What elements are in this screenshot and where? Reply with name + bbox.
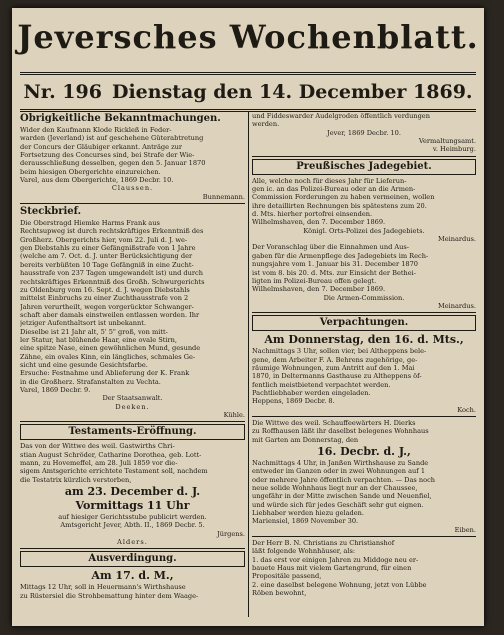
text-line: Der Voranschlag über die Einnahmen und Aus- [252,243,410,252]
prussian-body [252,177,476,227]
text-line: in die Großherz. Strafanstalten zu Vechta. [20,377,161,386]
text-line: Heppens, 1869 Decbr. 8. [252,397,335,406]
section-rule [252,416,476,417]
warrant-signature-2: Deeken. [115,402,150,411]
text-line: Dieselbe ist 21 Jahr alt, 5' 5" groß, von mitt- [20,327,168,336]
text-line: räumige Wohnungen, zum Antritt auf den 1. Mai [252,363,415,372]
section-rule [252,536,476,537]
testament-time: Vormittags 11 Uhr [75,499,190,513]
text-line: gen Diebstahls zu einer Gefängnißstrafe von 1 Jahre [20,244,196,253]
text-line: Die Wittwe des weil. Schauffeewärters H. Dierks [252,418,416,427]
text-line: gene, dem Arbeiter F. A. Behrens zugehörige, ge- [252,355,418,364]
text-line: Varel, 1869 Decbr. 9. [20,385,91,394]
official-notices-signature: Claussen. [111,184,154,193]
text-line: ist vom 8. bis 20. d. Mts. zur Einsicht der Bethei- [252,268,417,277]
text-line: Mittags 12 Uhr, soll in Heuermann's Wirthshause [20,583,186,592]
text-line: Der Herr B. N. Christians zu Christianshof [252,539,395,548]
issue-number: Nr. 196 [23,81,102,103]
warrant-heading: Steckbrief. [20,206,82,218]
text-line: bauete Haus mit vielem Gartengrund, für einen [252,564,412,573]
text-line: Amtsgericht Jever, Abth. II., 1869 Decbr. 5. [60,521,205,530]
section-rule [20,548,245,549]
section-rule [252,156,476,157]
widow-lease-body-2 [252,459,476,526]
text-line: auf hiesiger Gerichtsstube publicirt werden. [58,513,207,522]
warrant-signature-3: Kühle. [223,411,245,419]
text-line: Pachtliebhaber werden eingeladen. [252,388,371,397]
text-line: die Testatrix kürzlich verstorben, [20,475,132,484]
tender-heading: Ausverdingung. [88,553,177,565]
widow-lease-signature: Eiben. [454,525,476,534]
text-line: 1. das erst vor einigen Jahren zu Middoge neu er- [252,555,419,564]
text-line: ler Statur, hat blühende Haar, eine ovale Stirn, [20,335,177,344]
text-line: und würde sich für jedes Geschäft sehr gut eignen. [252,500,424,509]
prussian-box [252,159,476,175]
text-line: Commission Forderungen zu haben vermeinen, wollen [252,193,435,202]
text-line: oder mehrere Jahre öffentlich verpachten. — Das noch [252,475,436,484]
text-line: 1870, in Deltermanns Gasthause zu Altheppens öf- [252,372,422,381]
testament-box [20,424,245,440]
text-line: Mariensiel, 1869 November 30. [252,517,359,526]
testament-signature-2: Alders. [117,538,148,547]
text-line: Liebhaber werden hiezu geladen. [252,509,365,518]
official-notices-heading: Obrigkeitliche Bekanntmachungen. [20,113,221,124]
tender-date: Am 17. d. M., [91,569,174,583]
text-line: nungsjahre vom 1. Januar bis 31. December 1870 [252,260,418,269]
text-line: Nachmittags 3 Uhr, sollen vier, bei Altheppens bele- [252,347,427,356]
text-line: Jahren verurtheilt, wegen vorgerückter Schwanger- [20,302,194,311]
tender-box [20,551,245,567]
text-line: zu Rüstersiel die Strohbemattung hinter dem Waage- [20,591,199,600]
text-line: fentlich meistbietend verpachtet werden. [252,380,391,389]
text-line: Wider den Kaufmann Klode Rickleß in Feder- [20,126,172,134]
text-line: derausschließung desselben, gegen den 5. Januar 1870 [20,159,206,168]
text-line: Fortsetzung des Concurses sind, bei Strafe der Wie- [20,151,195,160]
text-line: mann, zu Hovemeffel, am 28. Juli 1859 vor die- [20,459,178,468]
column-divider [248,112,249,617]
text-line: ungefähr in der Mitte zwischen Sande und Neuenfiel, [252,492,432,501]
text-line: und Fiddeswarder Audelgroden öffentlich verdungen [252,112,430,120]
text-line: Ersuche: Festnahme und Ablieferung der K. Frank [20,369,190,378]
text-line: Wilhelmshaven, den 7. December 1869. [252,285,386,294]
warrant-body [20,219,245,394]
text-line: entweder im Ganzen oder in zwei Wohnungen auf 1 [252,467,426,476]
text-line: Varel, aus dem Obergerichte, 1869 Decbr. 10. [20,176,174,185]
continued-body [252,112,476,129]
testament-date: am 23. December d. J. [64,485,201,499]
official-notices-body [20,126,245,184]
text-line: Rechtsupweg ist durch rechtskräftiges Erkenntniß des [20,227,204,236]
widow-lease-date: 16. Decbr. d. J., [317,445,411,458]
text-line: Die Oberstragd Hiemke Harms Frank aus [20,219,160,228]
warrant-signature: Der Staatsanwalt. [102,394,163,403]
issue-date: Dienstag den 14. December 1869. [111,81,473,103]
text-line: neue solide Wohnhaus liegt nur an der Chaussee, [252,484,418,493]
text-line: ihre detaillirten Rechnungen bis spätestens zum 20. [252,201,427,210]
text-line: Großherz. Obergerichts hier, vom 22. Juli d. J. we- [20,235,188,244]
leases-date: Am Donnerstag, den 16. d. Mts., [264,333,464,347]
testament-heading: Testaments-Eröffnung. [68,426,197,438]
text-line: mittelst Einbruchs zu einer Zuchthausstrafe von 2 [20,294,189,303]
left-column [20,112,245,600]
text-line: Nachmittags 4 Uhr, in Janßen Wirthshause zu Sande [252,459,429,467]
text-line: stian August Schröder, Catharine Dorothea, geb. Lott- [20,450,202,459]
text-line: Alle, welche noch für dieses Jahr für Lieferun- [252,176,407,185]
budget-signature: Die Armen-Commission. [323,293,405,302]
text-line: (welche am 7. Oct. d. J. unter Berücksichtigung der [20,252,193,261]
text-line: rechtskräftiges Erkenntniß des Großh. Schwurgerichts [20,277,205,286]
text-line: bereits verbüßten 10 Tage Gefängniß in eine Zucht- [20,260,194,269]
text-line: ligten im Polizei-Bureau offen gelegt. [252,276,377,285]
text-line: gaben für die Armenpflege des Jadegebiets im Rech- [252,251,429,260]
section-rule [20,421,245,422]
continued-signature: Vermaltungsamt. [418,137,476,146]
continued-signature-2: v. Heimburg. [432,145,476,154]
right-column [252,112,476,598]
text-line: d. Mts. hierher portofrei einsenden. [252,210,373,219]
text-line: werden. [252,120,280,129]
houses-body [252,539,476,597]
budget-body [252,243,476,293]
text-line: mit Garten am Donnerstag, den [252,435,359,444]
testament-body-2 [20,513,245,530]
leases-heading: Verpachtungen. [319,317,409,329]
prussian-signature-2: Meinardus. [437,235,476,244]
section-rule [20,203,245,204]
continued-date: Jever, 1869 Decbr. 10. [327,128,401,137]
widow-lease-body [252,419,476,444]
text-line: der Concurs der Gläubiger erkannt. Anträge zur [20,142,182,151]
testament-signature: Jürgens. [217,529,245,538]
leases-body [252,347,476,405]
text-line: jetziger Aufenthaltsort ist unbekannt. [20,319,147,328]
prussian-heading: Preußisches Jadegebiet. [296,160,432,172]
text-line: 2. eine daselbst belegene Wohnung, jetzt von Lübbe [252,580,427,589]
text-line: gen ic. an das Polizei-Bureau oder an die Armen- [252,185,416,194]
text-line: Zähne, ein ovales Kinn, ein längliches, schmales Ge- [20,352,196,361]
text-line: sicht und eine gesunde Gesichtsfarbe. [20,360,148,369]
text-line: Wilhelmshaven, den 7. December 1869. [252,218,386,227]
text-line: sigem Amtsgerichte errichtete Testament soll, nachdem [20,467,208,476]
newspaper-page [12,8,484,626]
text-line: zu Oldenburg vom 16. Sept. d. J. wegen Diebstahls [20,285,190,294]
leases-signature: Koch. [457,405,476,414]
tender-body [20,583,245,600]
text-line: Röben bewohnt, [252,589,307,598]
text-line: warden (Jeverland) ist auf geschehene Güterabtretung [20,134,204,143]
text-line: läßt folgende Wohnhäuser, als: [252,547,356,556]
text-line: schaft aber damals einstweilen entlassen worden. Ihr [20,310,200,319]
text-line: zu Roffhausen läßt ihr daselbst belegenes Wohnhaus [252,427,429,436]
text-line: beim hiesigen Obergerichte einzureichen. [20,167,161,176]
section-rule [252,312,476,313]
text-line: hausstrafe von 237 Tagen umgewandelt ist) und durch [20,269,203,278]
prussian-signature: Königl. Orts-Polizei des Jadegebiets. [303,226,425,235]
testament-body [20,442,245,484]
text-line: Propositäle passend, [252,572,322,581]
official-notices-signature-2: Bunnemann. [202,192,245,201]
text-line: Das von der Wittwe des weil. Gastwirths Chri- [20,442,175,451]
leases-box [252,315,476,331]
masthead-title: Jeversches Wochenblatt. [17,18,479,56]
budget-signature-2: Meinardus. [437,301,476,310]
issue-line [20,72,476,112]
text-line: eine spitze Nase, einen gewöhnlichen Mund, gesunde [20,344,201,353]
